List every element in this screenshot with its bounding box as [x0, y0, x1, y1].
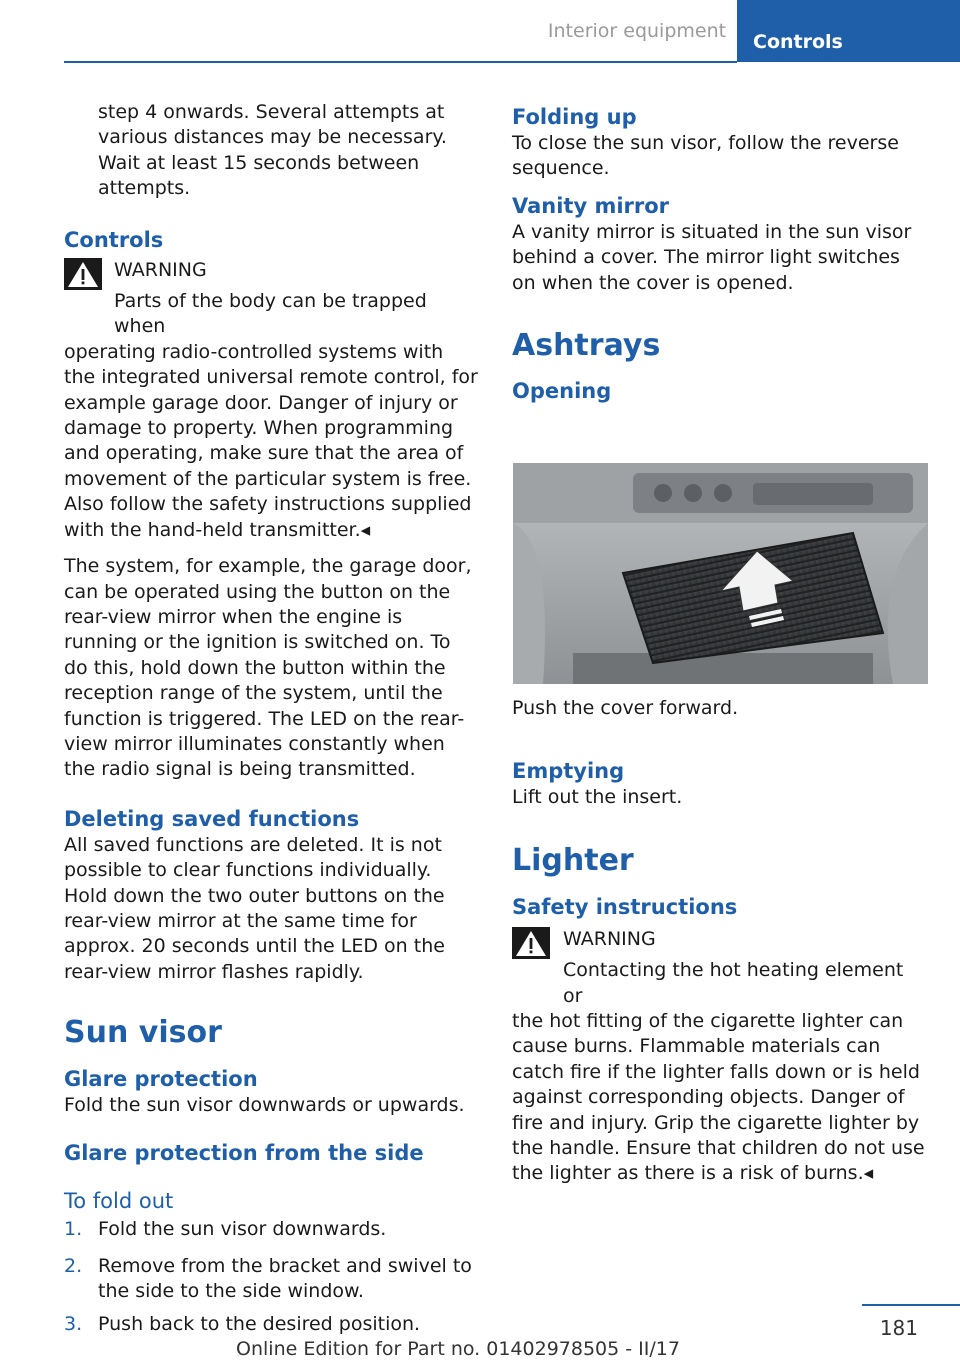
deleting-paragraph: All saved functions are deleted. It is not possible to clear functions individually. Hold down the two outer buttons on the rear-view mirror at the same time for approx. 20 seconds until the LED on the rear-view mirror flashes rapidly.	[64, 833, 445, 983]
list-item: 2. Remove from the bracket and swivel to the side to the side window.	[64, 1255, 472, 1303]
fold-out-steps	[64, 1217, 478, 1338]
header-tab-controls: Controls	[737, 0, 960, 62]
emptying-heading: Emptying	[512, 759, 625, 784]
left-column	[64, 100, 478, 1337]
intro-paragraph: step 4 onwards. Several attempts at various distances may be necessary. Wait at least 15 seconds between attempts.	[98, 101, 447, 200]
ashtray-photo	[513, 463, 928, 684]
page-header	[0, 0, 960, 64]
system-paragraph: The system, for example, the garage door, can be operated using the button on the rear-view mirror when the engine is running or the ignition is switched on. To do this, hold down the button within the reception range of the system, until the function is triggered. The LED on the rear-view mirror illuminates constantly when the radio signal is being transmitted.	[64, 555, 472, 781]
page-number: 181	[879, 1316, 918, 1340]
footer-rule	[862, 1304, 960, 1306]
warning-text-first: Contacting the hot heating element or	[563, 959, 904, 1007]
ashtrays-heading: Ashtrays	[512, 328, 661, 364]
emptying-paragraph: Lift out the insert.	[512, 786, 683, 809]
glare-protection-paragraph: Fold the sun visor downwards or upwards.	[64, 1094, 465, 1117]
safety-instructions-heading: Safety instructions	[512, 894, 738, 919]
warning-text: the hot fitting of the cigarette lighter can cause burns. Flammable materials can catch fire if the lighter falls down or is held against corresponding objects. Danger of fire and injury. Grip the cigarette lighter by the handle. Ensure that children do not use the lighter as there is a risk of burns.◂	[512, 1010, 925, 1185]
deleting-heading: Deleting saved functions	[64, 806, 360, 831]
controls-heading: Controls	[64, 227, 164, 252]
header-rule	[64, 61, 737, 63]
warning-label: WARNING	[114, 258, 207, 281]
header-section-title: Interior equipment	[547, 20, 727, 42]
right-column	[512, 103, 928, 405]
warning-text-first: Parts of the body can be trapped when	[114, 290, 427, 338]
lighter-heading: Lighter	[512, 842, 634, 878]
list-item: 1. Fold the sun visor downwards.	[64, 1217, 387, 1240]
warning-label: WARNING	[563, 927, 656, 950]
warning-icon	[512, 927, 550, 959]
right-column-lower	[512, 696, 928, 1187]
lighter-warning	[512, 927, 928, 1187]
warning-icon	[64, 258, 102, 290]
controls-warning	[64, 258, 478, 543]
opening-heading: Opening	[512, 379, 612, 404]
warning-text: operating radio-controlled systems with the integrated universal remote control, for example garage door. Danger of injury or damage to property. When programming and operating, make sure that the area of movement of the particular system is free. Also follow the safety instructions supplied with the hand-held transmitter.◂	[64, 340, 478, 541]
vanity-mirror-paragraph: A vanity mirror is situated in the sun visor behind a cover. The mirror light switches on when the cover is opened.	[512, 220, 912, 294]
list-item: 3. Push back to the desired position.	[64, 1312, 421, 1335]
folding-up-heading: Folding up	[512, 105, 637, 129]
glare-side-heading: Glare protection from the side	[64, 1140, 424, 1165]
ashtray-illustration	[513, 463, 928, 684]
push-cover-paragraph: Push the cover forward.	[512, 697, 739, 719]
folding-up-paragraph: To close the sun visor, follow the reverse sequence.	[512, 132, 899, 180]
footer-edition: Online Edition for Part no. 01402978505 - II/17	[236, 1338, 680, 1360]
vanity-mirror-heading: Vanity mirror	[512, 193, 670, 218]
fold-out-heading: To fold out	[64, 1188, 174, 1213]
sun-visor-heading: Sun visor	[64, 1015, 222, 1051]
glare-protection-heading: Glare protection	[64, 1067, 258, 1092]
